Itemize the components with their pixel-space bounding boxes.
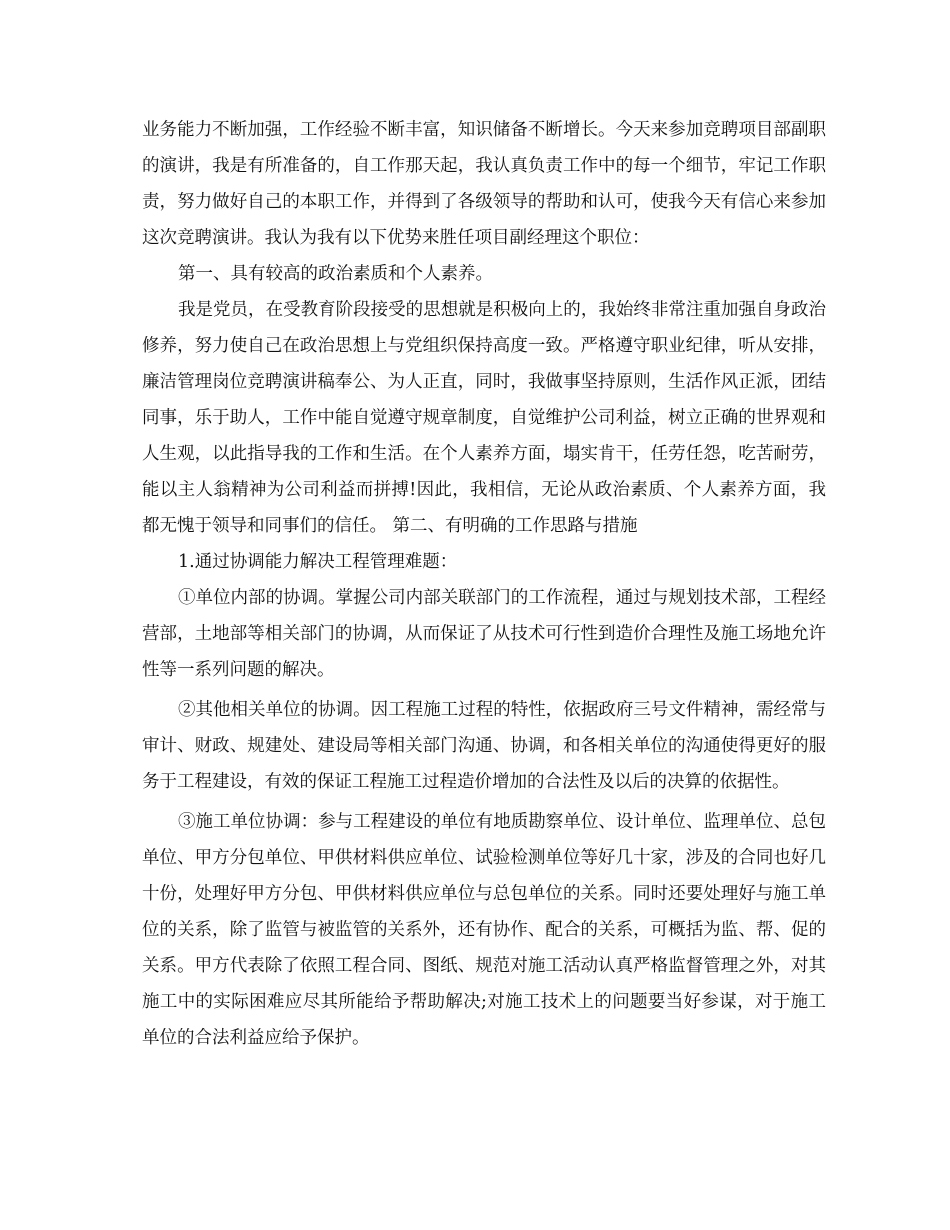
document-body (142, 112, 826, 1056)
paragraph-external-coordination: ②其他相关单位的协调。因工程施工过程的特性，依据政府三号文件精神，需经常与审计、财政、规建处、建设局等相关部门沟通、协调，和各相关单位的沟通使得更好的服务于工程建设，有效的保证工程施工过程造价增加的合法性及以后的决算的依据性。 (142, 700, 826, 792)
section-heading-political-quality: 第一、具有较高的政治素质和个人素养。 (178, 264, 493, 284)
paragraph-party-member: 我是党员，在受教育阶段接受的思想就是积极向上的，我始终非常注重加强自身政治修养，努力使自己在政治思想上与党组织保持高度一致。严格遵守职业纪律，听从安排，廉洁管理岗位竞聘演讲稿奉公、为人正直，同时，我做事坚持原则，生活作风正派，团结同事，乐于助人，工作中能自觉遵守规章制度，自觉维护公司利益，树立正确的世界观和人生观，以此指导我的工作和生活。在个人素养方面，塌实肯干，任劳任怨，吃苦耐劳，能以主人翁精神为公司利益而拼搏!因此，我相信，无论从政治素质、个人素养方面，我都无愧于领导和同事们的信任。 第二、有明确的工作思路与措施 (142, 300, 826, 536)
subheading-coordination: 1.通过协调能力解决工程管理难题： (178, 552, 458, 572)
paragraph-continuation: 业务能力不断加强，工作经验不断丰富，知识储备不断增长。今天来参加竞聘项目部副职的演讲，我是有所准备的，自工作那天起，我认真负责工作中的每一个细节，牢记工作职责，努力做好自己的本职工作，并得到了各级领导的帮助和认可，使我今天有信心来参加这次竞聘演讲。我认为我有以下优势来胜任项目副经理这个职位： (142, 120, 826, 248)
paragraph-contractor-coordination: ③施工单位协调：参与工程建设的单位有地质勘察单位、设计单位、监理单位、总包单位、甲方分包单位、甲供材料供应单位、试验检测单位等好几十家，涉及的合同也好几十份，处理好甲方分包、甲供材料供应单位与总包单位的关系。同时还要处理好与施工单位的关系，除了监管与被监管的关系外，还有协作、配合的关系，可概括为监、帮、促的关系。甲方代表除了依照工程合同、图纸、规范对施工活动认真严格监督管理之外，对其施工中的实际困难应尽其所能给予帮助解决;对施工技术上的问题要当好参谋，对于施工单位的合法利益应给予保护。 (142, 812, 826, 1048)
paragraph-internal-coordination: ①单位内部的协调。掌握公司内部关联部门的工作流程，通过与规划技术部，工程经营部，土地部等相关部门的协调，从而保证了从技术可行性到造价合理性及施工场地允许性等一系列问题的解决。 (142, 588, 826, 680)
